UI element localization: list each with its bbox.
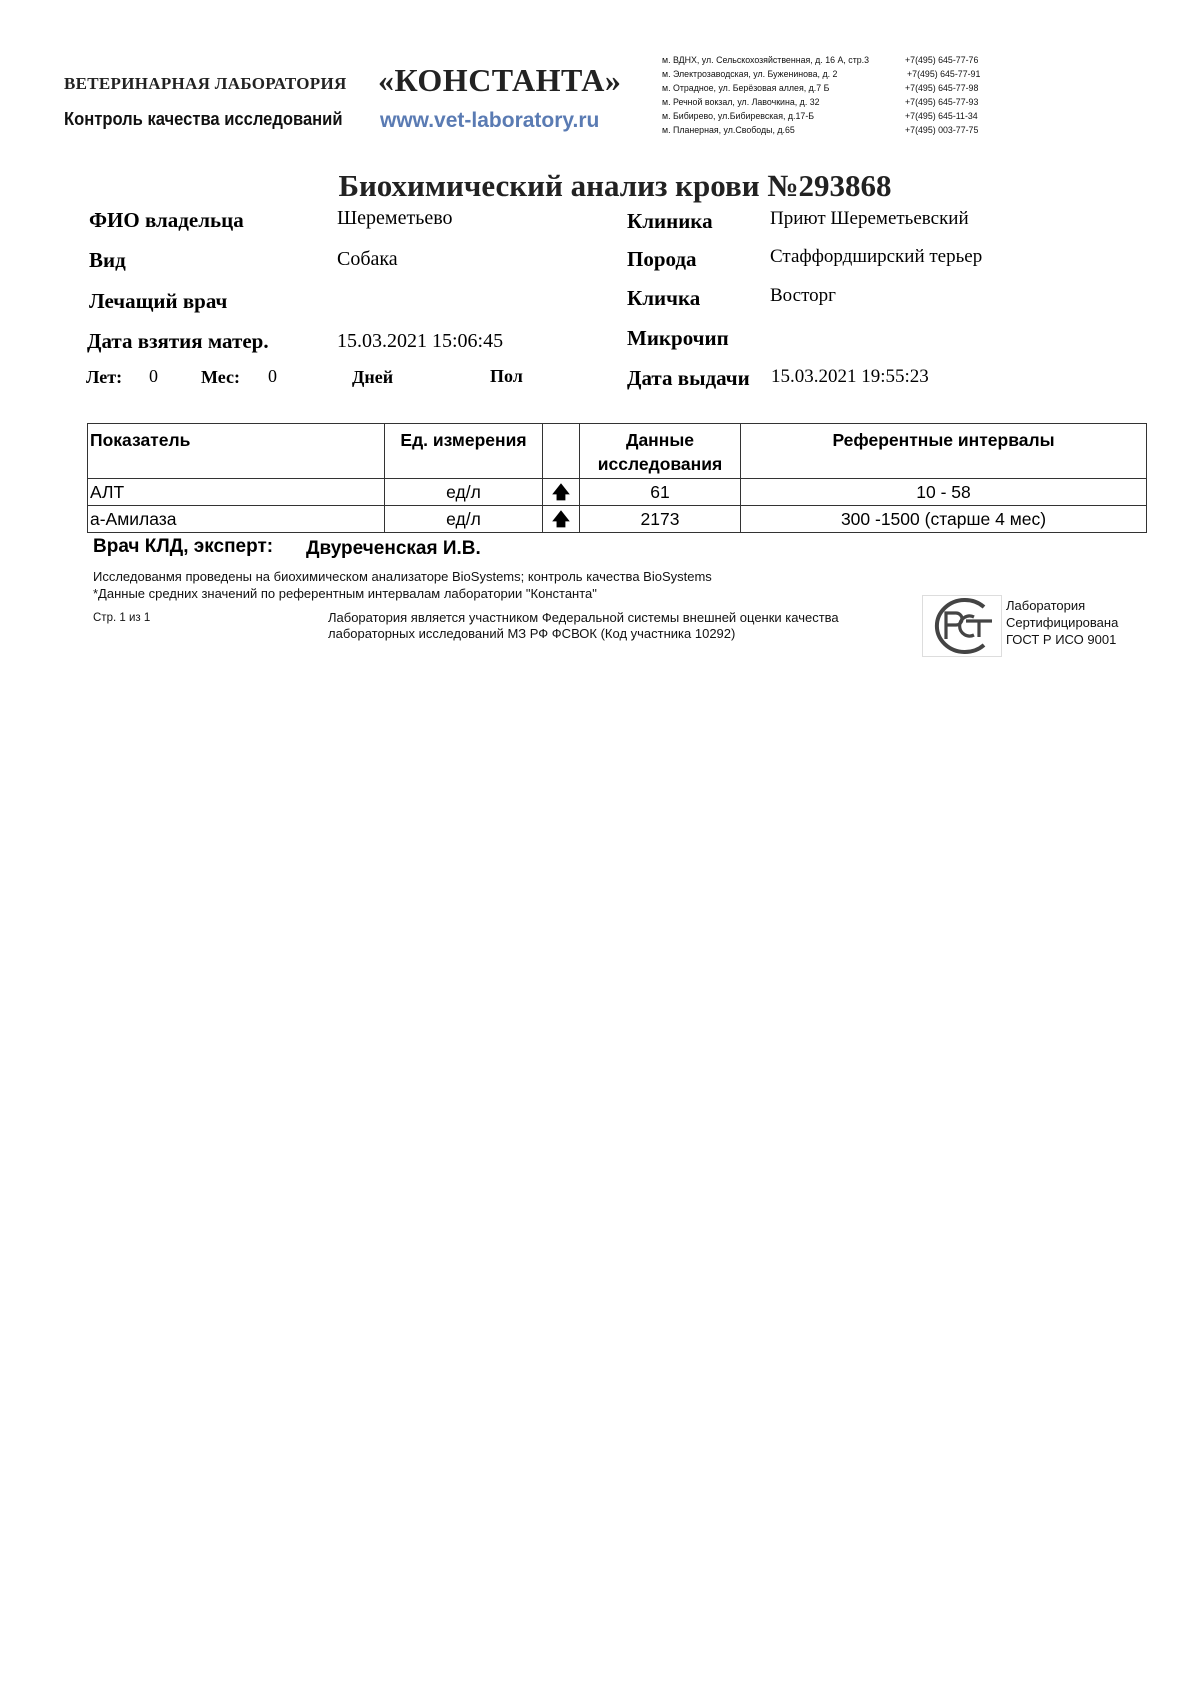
table-row [88,479,1147,506]
lab-prefix: ВЕТЕРИНАРНАЯ ЛАБОРАТОРИЯ [64,74,347,93]
breed-label: Порода [627,247,697,271]
issue-date-value: 15.03.2021 19:55:23 [771,366,929,387]
analyzer-note: Исследованмя проведены на биохимическом анализаторе BioSystems; контроль качества BioSystems [93,569,712,584]
address-line: м. Бибирево, ул.Бибиревская, д.17-Б [662,111,815,122]
owner-label: ФИО владельца [89,208,244,232]
pet-name-value: Восторг [770,285,836,306]
cert-text-line2: Сертифицирована [1006,615,1119,630]
address-line: м. ВДНХ, ул. Сельскохозяйственная, д. 16 А, стр.3 [662,55,870,66]
table-row [88,506,1147,533]
column-header-flag [543,424,580,479]
phone-number: +7(495) 003-77-75 [905,125,979,136]
species-label: Вид [89,248,126,272]
expert-label: Врач КЛД, эксперт: [93,536,274,557]
pet-name-label: Кличка [627,286,701,310]
address-line: м. Планерная, ул.Свободы, д.65 [662,125,795,136]
species-value: Собака [337,248,398,270]
phone-number: +7(495) 645-77-76 [905,55,979,66]
reference-cell: 10 - 58 [741,479,1147,506]
owner-value: Шереметьево [337,207,453,229]
clinic-value: Приют Шереметьевский [770,208,969,229]
months-label: Мес: [201,367,240,387]
column-header-result-line2: исследования [597,454,723,474]
cert-text-line1: Лаборатория [1006,598,1086,613]
phone-number: +7(495) 645-77-93 [905,97,979,108]
sample-date-label: Дата взятия матер. [87,329,269,353]
column-header-result-line1: Данные [625,430,695,450]
doctor-label: Лечащий врач [89,289,228,313]
indicator-cell: АЛТ [88,479,385,506]
phone-number: +7(495) 645-77-91 [907,69,981,80]
expert-name: Двуреченская И.В. [306,538,481,559]
sample-date-value: 15.03.2021 15:06:45 [337,330,504,352]
reference-cell: 300 -1500 (старше 4 мес) [741,506,1147,533]
reference-note: *Данные средних значений по референтным интервалам лаборатории "Константа" [93,586,597,601]
lab-tagline: Контроль качества исследований [64,109,343,129]
indicator-cell: а-Амилаза [88,506,385,533]
fsvok-note-line1: Лаборатория является участником Федеральной системы внешней оценки качества [328,610,839,625]
arrow-up-icon: 🡅 [543,506,580,533]
table-header-row [88,424,1147,479]
address-line: м. Отрадное, ул. Берёзовая аллея, д.7 Б [662,83,830,94]
column-header-unit: Ед. измерения [385,424,543,479]
column-header-reference: Референтные интервалы [741,424,1147,479]
unit-cell: ед/л [385,479,543,506]
address-line: м. Речной вокзал, ул. Лавочкина, д. 32 [662,97,820,108]
page-number: Стр. 1 из 1 [93,612,151,624]
issue-date-label: Дата выдачи [627,366,750,390]
certification-logo-icon [922,595,1002,657]
days-label: Дней [352,367,394,387]
arrow-up-icon: 🡅 [543,479,580,506]
results-table [87,423,1147,533]
microchip-label: Микрочип [627,326,729,350]
lab-website-link[interactable]: www.vet-laboratory.ru [380,109,600,132]
phone-number: +7(495) 645-11-34 [905,111,978,122]
document-title: Биохимический анализ крови №293868 [338,168,892,203]
address-line: м. Электрозаводская, ул. Буженинова, д. 2 [662,69,838,80]
phone-number: +7(495) 645-77-98 [905,83,979,94]
breed-value: Стаффордширский терьер [770,246,983,267]
unit-cell: ед/л [385,506,543,533]
sex-label: Пол [490,366,523,386]
fsvok-note-line2: лабораторных исследований МЗ РФ ФСВОК (Код участника 10292) [328,626,736,641]
column-header-result [580,424,741,479]
result-cell: 61 [580,479,741,506]
column-header-indicator: Показатель [88,424,385,479]
result-cell: 2173 [580,506,741,533]
clinic-label: Клиника [627,209,713,233]
years-label: Лет: [86,367,123,387]
years-value: 0 [149,366,158,386]
months-value: 0 [268,366,277,386]
cert-text-line3: ГОСТ Р ИСО 9001 [1006,632,1117,647]
lab-name: «КОНСТАНТА» [378,62,622,98]
